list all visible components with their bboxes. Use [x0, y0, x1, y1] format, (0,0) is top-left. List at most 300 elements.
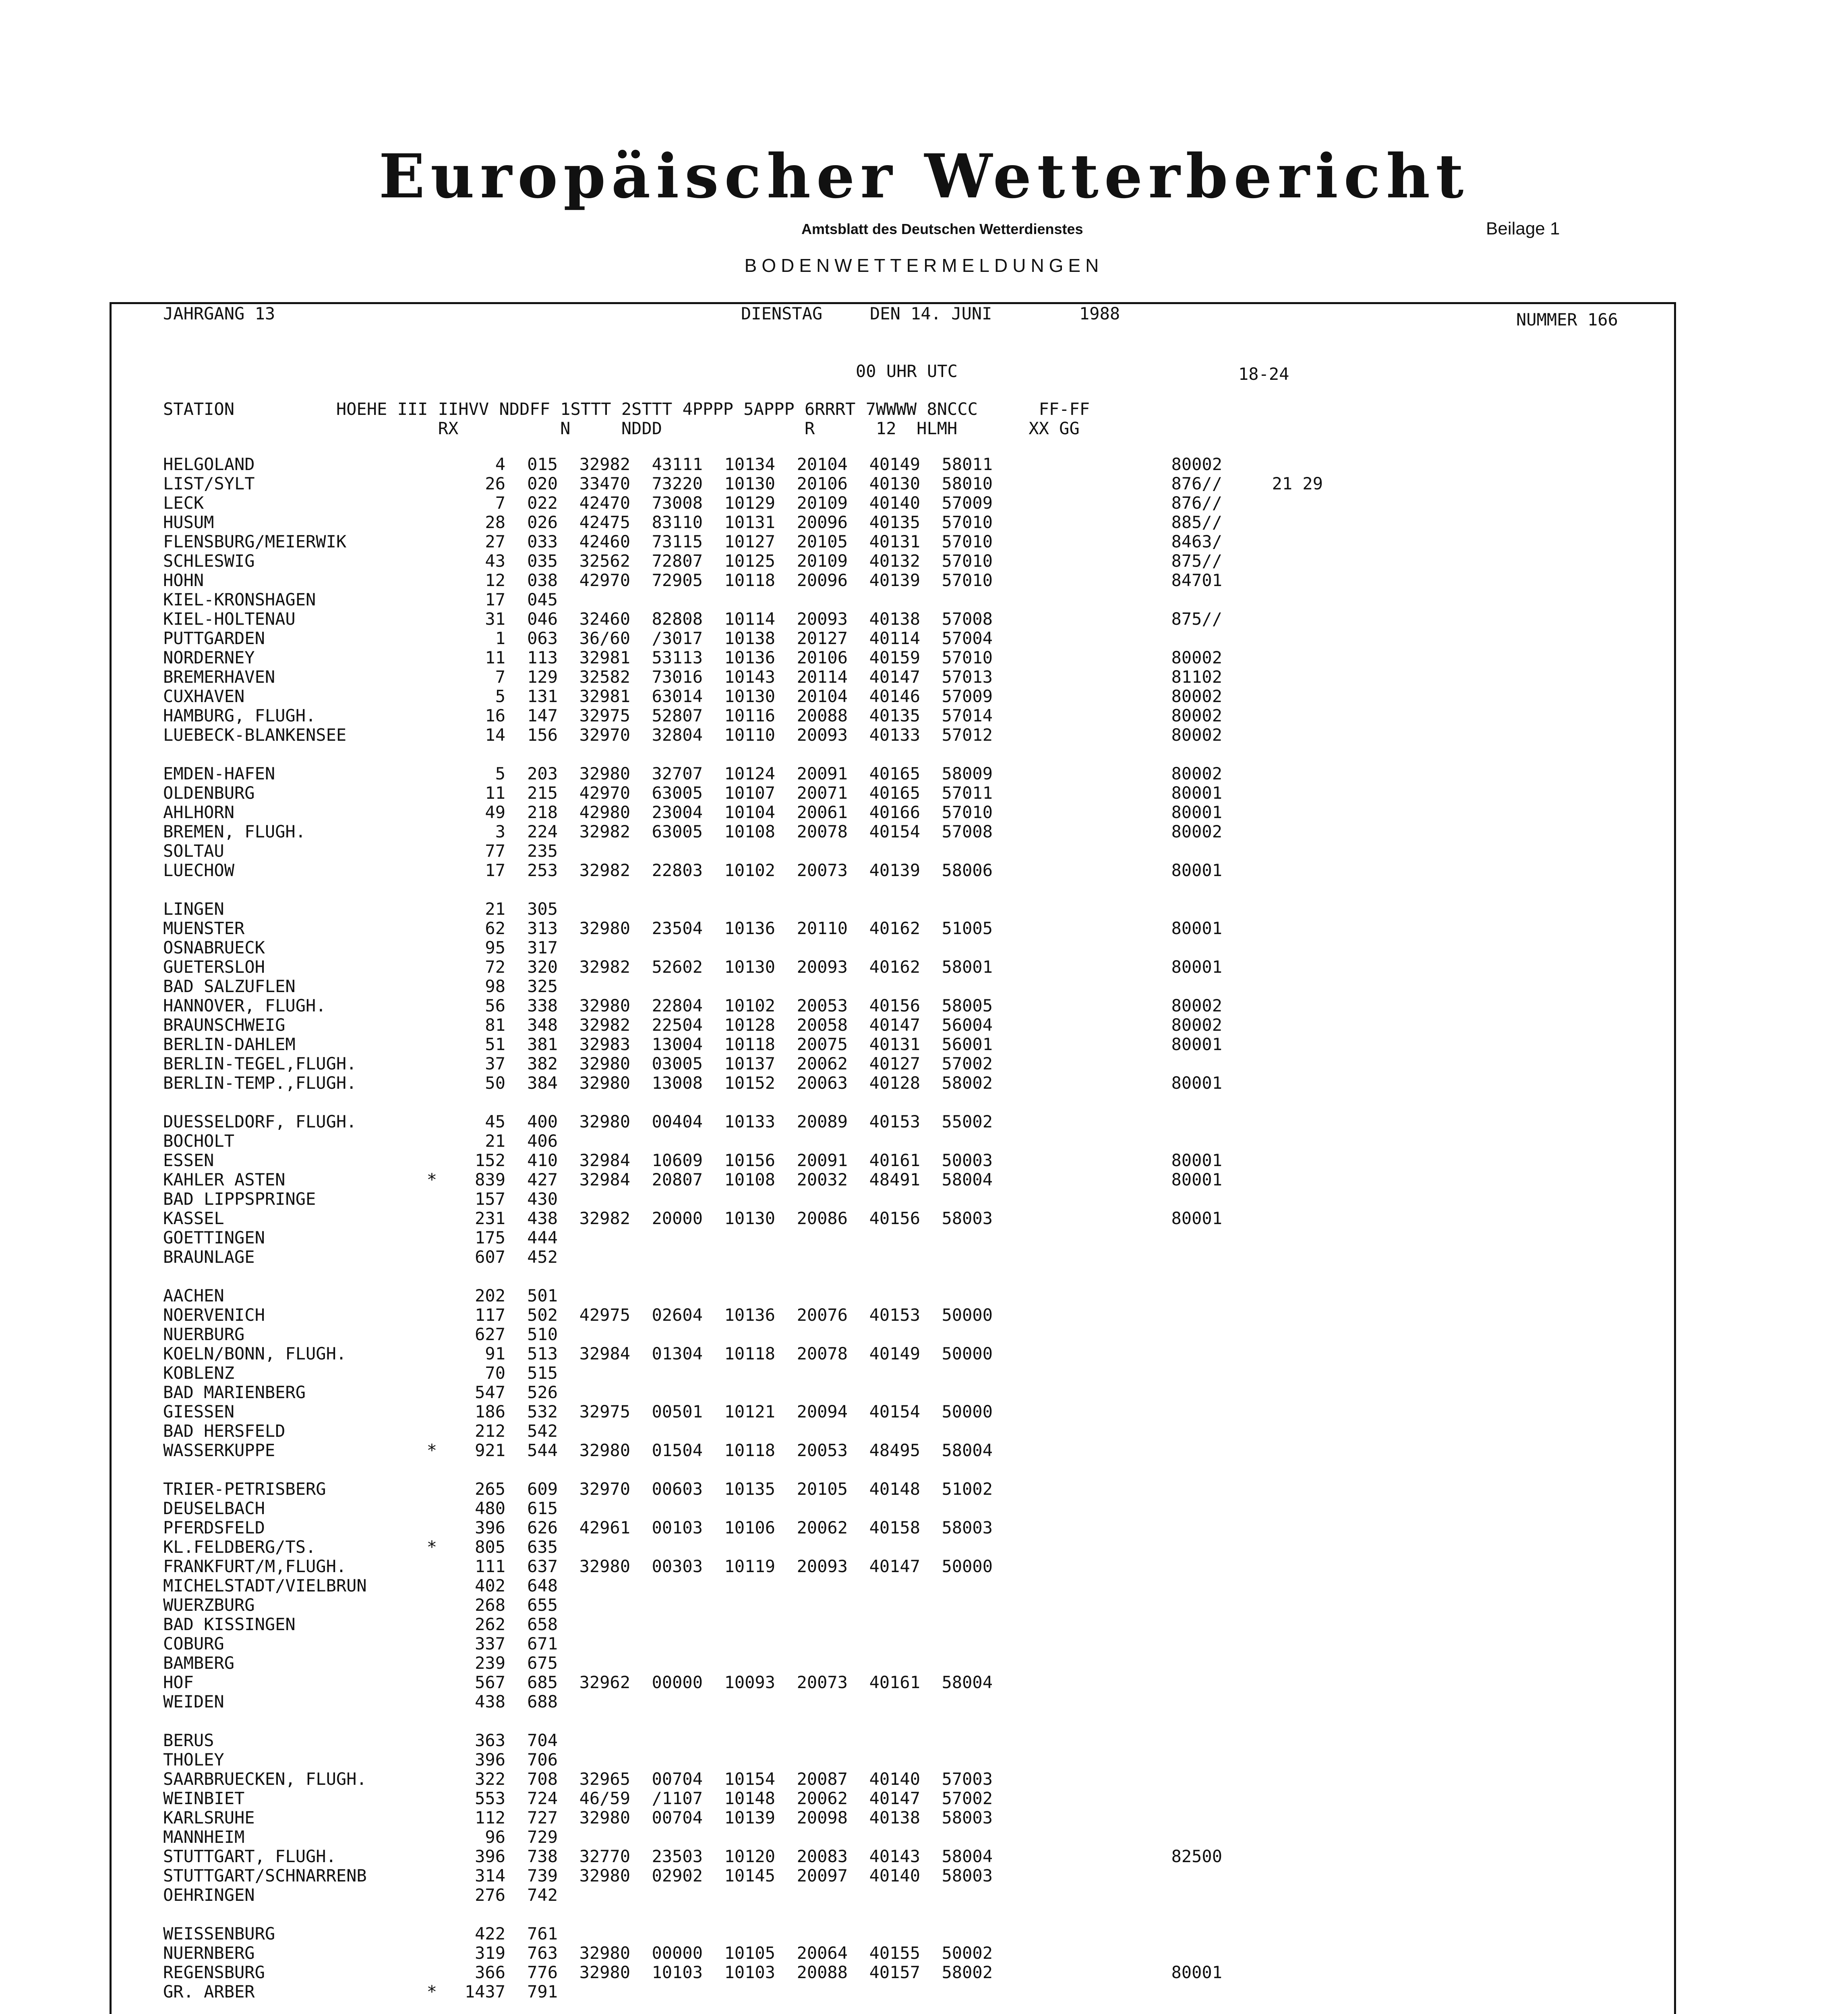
- group-2sttt: 20053: [797, 1440, 848, 1460]
- group-4pppp: 40147: [869, 667, 920, 687]
- group-2sttt: 20088: [797, 705, 848, 725]
- group-4pppp: 40128: [869, 1073, 920, 1093]
- group-4pppp: 40130: [869, 473, 920, 493]
- group-2sttt: 20105: [797, 1479, 848, 1499]
- station-id: 648: [527, 1575, 558, 1595]
- altitude: 72: [485, 957, 505, 977]
- group-iihvv: 32582: [579, 667, 630, 687]
- group-nddff: /3017: [652, 628, 703, 648]
- group-4pppp: 40148: [869, 1479, 920, 1499]
- group-4pppp: 40138: [869, 609, 920, 629]
- group-nddff: 02902: [652, 1865, 703, 1886]
- station-id: 688: [527, 1691, 558, 1711]
- table-row: [163, 1131, 1597, 1150]
- table-spacer: [163, 1711, 1597, 1730]
- station-name: BRAUNSCHWEIG: [163, 1015, 286, 1035]
- altitude: 396: [475, 1749, 505, 1770]
- table-row: [163, 1730, 1597, 1750]
- station-id: 026: [527, 512, 558, 532]
- group-2sttt: 20062: [797, 1517, 848, 1537]
- station-name: OEHRINGEN: [163, 1885, 255, 1905]
- table-spacer: [163, 1460, 1597, 1479]
- group-1sttt: 10114: [724, 609, 775, 629]
- group-iihvv: 42961: [579, 1517, 630, 1537]
- table-row: [163, 1479, 1597, 1498]
- table-row: [163, 1595, 1597, 1614]
- table-spacer: [163, 1904, 1597, 1924]
- station-id: 761: [527, 1923, 558, 1944]
- group-5appp: 58004: [942, 1672, 993, 1692]
- group-4pppp: 40162: [869, 918, 920, 938]
- station-id: 502: [527, 1305, 558, 1325]
- group-1sttt: 10156: [724, 1150, 775, 1170]
- group-2sttt: 20089: [797, 1111, 848, 1131]
- altitude: 17: [485, 589, 505, 609]
- group-5appp: 57013: [942, 667, 993, 687]
- group-iihvv: 32980: [579, 1073, 630, 1093]
- station-id: 635: [527, 1537, 558, 1557]
- group-4pppp: 40155: [869, 1943, 920, 1963]
- station-name: PFERDSFELD: [163, 1517, 265, 1537]
- group-5appp: 58003: [942, 1807, 993, 1828]
- station-name: NUERNBERG: [163, 1943, 255, 1963]
- group-1sttt: 10119: [724, 1556, 775, 1576]
- group-nddff: 13004: [652, 1034, 703, 1054]
- group-nddff: 22504: [652, 1015, 703, 1035]
- group-2sttt: 20076: [797, 1305, 848, 1325]
- group-8nccc: 80001: [1171, 860, 1222, 880]
- group-iihvv: 42460: [579, 531, 630, 551]
- group-nddff: 72807: [652, 551, 703, 571]
- station-name: NUERBURG: [163, 1324, 245, 1344]
- table-row: [163, 783, 1597, 802]
- group-2sttt: 20093: [797, 957, 848, 977]
- weekday-label: DIENSTAG: [741, 304, 823, 323]
- altitude: 231: [475, 1208, 505, 1228]
- group-iihvv: 32982: [579, 821, 630, 841]
- group-2sttt: 20086: [797, 1208, 848, 1228]
- group-nddff: 22804: [652, 995, 703, 1015]
- group-4pppp: 40154: [869, 821, 920, 841]
- table-row: [163, 1305, 1597, 1324]
- station-name: FRANKFURT/M,FLUGH.: [163, 1556, 347, 1576]
- station-name: LECK: [163, 493, 204, 513]
- station-id: 729: [527, 1827, 558, 1847]
- station-name: KIEL-HOLTENAU: [163, 609, 296, 629]
- altitude: 239: [475, 1653, 505, 1673]
- table-row: [163, 1208, 1597, 1228]
- group-nddff: 52807: [652, 705, 703, 725]
- station-id: 325: [527, 976, 558, 996]
- group-8nccc: 80001: [1171, 1034, 1222, 1054]
- table-row: [163, 1054, 1597, 1073]
- station-id: 427: [527, 1169, 558, 1189]
- table-row: [163, 841, 1597, 860]
- group-1sttt: 10138: [724, 628, 775, 648]
- group-1sttt: 10136: [724, 647, 775, 667]
- table-row: [163, 706, 1597, 725]
- station-id: 444: [527, 1227, 558, 1247]
- station-id: 724: [527, 1788, 558, 1808]
- station-id: 609: [527, 1479, 558, 1499]
- group-nddff: 02604: [652, 1305, 703, 1325]
- altitude: 262: [475, 1614, 505, 1634]
- station-id: 015: [527, 454, 558, 474]
- station-id: 452: [527, 1247, 558, 1267]
- group-1sttt: 10107: [724, 783, 775, 803]
- group-5appp: 50000: [942, 1401, 993, 1421]
- altitude: 112: [475, 1807, 505, 1828]
- station-name: KIEL-KRONSHAGEN: [163, 589, 316, 609]
- group-nddff: 03005: [652, 1053, 703, 1073]
- group-1sttt: 10104: [724, 802, 775, 822]
- group-5appp: 57010: [942, 802, 993, 822]
- group-2sttt: 20091: [797, 1150, 848, 1170]
- table-row: [163, 1228, 1597, 1247]
- altitude: 28: [485, 512, 505, 532]
- altitude: 14: [485, 725, 505, 745]
- group-nddff: 43111: [652, 454, 703, 474]
- group-nddff: 23004: [652, 802, 703, 822]
- station-name: STUTTGART/SCHNARRENB: [163, 1865, 367, 1886]
- table-row: [163, 1634, 1597, 1653]
- table-row: [163, 1518, 1597, 1537]
- altitude: 396: [475, 1517, 505, 1537]
- group-iihvv: 32962: [579, 1672, 630, 1692]
- group-2sttt: 20032: [797, 1169, 848, 1189]
- altitude: 276: [475, 1885, 505, 1905]
- group-1sttt: 10130: [724, 1208, 775, 1228]
- group-nddff: 00501: [652, 1401, 703, 1421]
- altitude: 50: [485, 1073, 505, 1093]
- group-1sttt: 10131: [724, 512, 775, 532]
- group-2sttt: 20109: [797, 493, 848, 513]
- altitude: 547: [475, 1382, 505, 1402]
- group-iihvv: 36/60: [579, 628, 630, 648]
- group-2sttt: 20064: [797, 1943, 848, 1963]
- station-id: 147: [527, 705, 558, 725]
- group-4pppp: 40153: [869, 1305, 920, 1325]
- group-2sttt: 20078: [797, 1343, 848, 1363]
- group-1sttt: 10105: [724, 1943, 775, 1963]
- altitude: 31: [485, 609, 505, 629]
- station-id: 113: [527, 647, 558, 667]
- station-name: COBURG: [163, 1633, 224, 1653]
- group-2sttt: 20098: [797, 1807, 848, 1828]
- group-nddff: 73016: [652, 667, 703, 687]
- group-1sttt: 10152: [724, 1073, 775, 1093]
- group-2sttt: 20104: [797, 454, 848, 474]
- altitude: 21: [485, 899, 505, 919]
- group-iihvv: 32970: [579, 725, 630, 745]
- group-5appp: 57010: [942, 647, 993, 667]
- table-row: [163, 1537, 1597, 1556]
- station-name: BERLIN-TEGEL,FLUGH.: [163, 1053, 357, 1073]
- station-name: BREMERHAVEN: [163, 667, 275, 687]
- station-name: WEINBIET: [163, 1788, 245, 1808]
- station-name: TRIER-PETRISBERG: [163, 1479, 326, 1499]
- group-8nccc: 80002: [1171, 821, 1222, 841]
- altitude: 319: [475, 1943, 505, 1963]
- group-8nccc: 80001: [1171, 1073, 1222, 1093]
- group-iihvv: 32562: [579, 551, 630, 571]
- table-row: [163, 822, 1597, 841]
- table-row: [163, 1962, 1597, 1982]
- altitude: 5: [495, 686, 505, 706]
- group-nddff: 23504: [652, 918, 703, 938]
- table-row: [163, 1885, 1597, 1904]
- group-4pppp: 40132: [869, 551, 920, 571]
- altitude: 98: [485, 976, 505, 996]
- group-8nccc: 80001: [1171, 783, 1222, 803]
- group-5appp: 50000: [942, 1305, 993, 1325]
- altitude: 4: [495, 454, 505, 474]
- station-id: 400: [527, 1111, 558, 1131]
- group-5appp: 50000: [942, 1343, 993, 1363]
- station-name: NORDERNEY: [163, 647, 255, 667]
- mountain-mark: *: [426, 1537, 437, 1557]
- group-5appp: 57004: [942, 628, 993, 648]
- group-2sttt: 20105: [797, 531, 848, 551]
- group-iihvv: 42980: [579, 802, 630, 822]
- altitude: 96: [485, 1827, 505, 1847]
- group-5appp: 57014: [942, 705, 993, 725]
- table-row: [163, 1653, 1597, 1672]
- table-row: [163, 493, 1597, 512]
- group-2sttt: 20053: [797, 995, 848, 1015]
- group-4pppp: 40135: [869, 705, 920, 725]
- station-name: HAMBURG, FLUGH.: [163, 705, 316, 725]
- station-id: 510: [527, 1324, 558, 1344]
- station-name: OLDENBURG: [163, 783, 255, 803]
- group-iihvv: 32984: [579, 1169, 630, 1189]
- group-nddff: 10609: [652, 1150, 703, 1170]
- altitude: 202: [475, 1285, 505, 1305]
- station-id: 218: [527, 802, 558, 822]
- table-row: [163, 474, 1597, 493]
- group-5appp: 56001: [942, 1034, 993, 1054]
- station-name: BERLIN-DAHLEM: [163, 1034, 296, 1054]
- table-row: [163, 1170, 1597, 1189]
- station-name: ESSEN: [163, 1150, 214, 1170]
- group-iihvv: 32980: [579, 1111, 630, 1131]
- group-5appp: 57011: [942, 783, 993, 803]
- altitude: 17: [485, 860, 505, 880]
- group-iihvv: 32980: [579, 1053, 630, 1073]
- group-1sttt: 10136: [724, 918, 775, 938]
- page-title: Europäischer Wetterbericht: [379, 141, 1469, 212]
- station-id: 658: [527, 1614, 558, 1634]
- group-8nccc: 80002: [1171, 725, 1222, 745]
- group-1sttt: 10148: [724, 1788, 775, 1808]
- group-2sttt: 20127: [797, 628, 848, 648]
- group-2sttt: 20063: [797, 1073, 848, 1093]
- station-id: 046: [527, 609, 558, 629]
- group-8nccc: 80001: [1171, 1169, 1222, 1189]
- station-id: 224: [527, 821, 558, 841]
- station-id: 129: [527, 667, 558, 687]
- group-5appp: 58004: [942, 1169, 993, 1189]
- station-id: 544: [527, 1440, 558, 1460]
- station-id: 438: [527, 1208, 558, 1228]
- station-name: WASSERKUPPE: [163, 1440, 275, 1460]
- altitude: 77: [485, 841, 505, 861]
- altitude: 12: [485, 570, 505, 590]
- station-id: 348: [527, 1015, 558, 1035]
- group-iihvv: 32982: [579, 1015, 630, 1035]
- group-5appp: 51002: [942, 1479, 993, 1499]
- column-header-line-1: STATION HOEHE III IIHVV NDDFF 1STTT 2STTT 4PPPP 5APPP 6RRRT 7WWWW 8NCCC FF-FF: [163, 399, 1090, 419]
- table-row: [163, 1672, 1597, 1692]
- table-row: [163, 1943, 1597, 1962]
- group-4pppp: 40158: [869, 1517, 920, 1537]
- group-1sttt: 10118: [724, 1343, 775, 1363]
- station-name: FLENSBURG/MEIERWIK: [163, 531, 347, 551]
- station-name: HELGOLAND: [163, 454, 255, 474]
- group-nddff: 01504: [652, 1440, 703, 1460]
- station-id: 235: [527, 841, 558, 861]
- group-nddff: 13008: [652, 1073, 703, 1093]
- group-iihvv: 32980: [579, 918, 630, 938]
- group-4pppp: 40165: [869, 763, 920, 783]
- group-4pppp: 40161: [869, 1150, 920, 1170]
- group-1sttt: 10128: [724, 1015, 775, 1035]
- group-5appp: 50000: [942, 1556, 993, 1576]
- altitude: 363: [475, 1730, 505, 1750]
- altitude: 117: [475, 1305, 505, 1325]
- jahrgang-label: JAHRGANG 13: [163, 304, 275, 323]
- group-5appp: 56004: [942, 1015, 993, 1035]
- station-id: 615: [527, 1498, 558, 1518]
- station-id: 704: [527, 1730, 558, 1750]
- station-name: NOERVENICH: [163, 1305, 265, 1325]
- group-1sttt: 10130: [724, 473, 775, 493]
- group-2sttt: 20062: [797, 1053, 848, 1073]
- station-id: 727: [527, 1807, 558, 1828]
- group-1sttt: 10154: [724, 1769, 775, 1789]
- group-1sttt: 10102: [724, 995, 775, 1015]
- altitude: 81: [485, 1015, 505, 1035]
- group-1sttt: 10118: [724, 1440, 775, 1460]
- group-1sttt: 10127: [724, 531, 775, 551]
- altitude: 438: [475, 1691, 505, 1711]
- group-iihvv: 32982: [579, 454, 630, 474]
- group-5appp: 57010: [942, 512, 993, 532]
- table-row: [163, 976, 1597, 996]
- group-1sttt: 10130: [724, 957, 775, 977]
- group-4pppp: 40147: [869, 1788, 920, 1808]
- group-iihvv: 42475: [579, 512, 630, 532]
- group-8nccc: 80001: [1171, 957, 1222, 977]
- group-4pppp: 40133: [869, 725, 920, 745]
- group-4pppp: 40154: [869, 1401, 920, 1421]
- group-iihvv: 32984: [579, 1343, 630, 1363]
- station-name: HOF: [163, 1672, 194, 1692]
- altitude: 5: [495, 763, 505, 783]
- group-2sttt: 20087: [797, 1769, 848, 1789]
- station-id: 020: [527, 473, 558, 493]
- group-1sttt: 10102: [724, 860, 775, 880]
- station-name: PUTTGARDEN: [163, 628, 265, 648]
- station-id: 035: [527, 551, 558, 571]
- station-id: 501: [527, 1285, 558, 1305]
- period-label: 18-24: [1238, 364, 1289, 384]
- group-4pppp: 40147: [869, 1015, 920, 1035]
- group-nddff: 73115: [652, 531, 703, 551]
- altitude: 152: [475, 1150, 505, 1170]
- station-id: 381: [527, 1034, 558, 1054]
- station-name: BOCHOLT: [163, 1131, 235, 1151]
- table-row: [163, 725, 1597, 744]
- group-8nccc: 80001: [1171, 802, 1222, 822]
- altitude: 45: [485, 1111, 505, 1131]
- group-5appp: 57010: [942, 551, 993, 571]
- group-5appp: 57009: [942, 493, 993, 513]
- table-row: [163, 1344, 1597, 1363]
- group-1sttt: 10139: [724, 1807, 775, 1828]
- group-iihvv: 42470: [579, 493, 630, 513]
- group-5appp: 58002: [942, 1073, 993, 1093]
- group-nddff: 83110: [652, 512, 703, 532]
- table-row: [163, 802, 1597, 822]
- group-2sttt: 20061: [797, 802, 848, 822]
- mountain-mark: *: [426, 1981, 437, 2002]
- group-4pppp: 40149: [869, 454, 920, 474]
- station-id: 317: [527, 937, 558, 957]
- group-1sttt: 10108: [724, 1169, 775, 1189]
- group-5appp: 57010: [942, 570, 993, 590]
- group-nddff: 63005: [652, 783, 703, 803]
- group-iihvv: 32965: [579, 1769, 630, 1789]
- table-row: [163, 1827, 1597, 1846]
- group-4pppp: 40127: [869, 1053, 920, 1073]
- group-4pppp: 40146: [869, 686, 920, 706]
- group-nddff: 00704: [652, 1807, 703, 1828]
- altitude: 186: [475, 1401, 505, 1421]
- altitude: 27: [485, 531, 505, 551]
- altitude: 567: [475, 1672, 505, 1692]
- station-id: 776: [527, 1962, 558, 1982]
- group-1sttt: 10129: [724, 493, 775, 513]
- group-4pppp: 40156: [869, 1208, 920, 1228]
- altitude: 553: [475, 1788, 505, 1808]
- group-nddff: 73220: [652, 473, 703, 493]
- station-name: KL.FELDBERG/TS.: [163, 1537, 316, 1557]
- altitude: 111: [475, 1556, 505, 1576]
- altitude: 11: [485, 647, 505, 667]
- group-1sttt: 10093: [724, 1672, 775, 1692]
- group-2sttt: 20096: [797, 512, 848, 532]
- group-1sttt: 10124: [724, 763, 775, 783]
- group-iihvv: 32980: [579, 995, 630, 1015]
- group-nddff: 23503: [652, 1846, 703, 1866]
- table-spacer: [163, 1092, 1597, 1112]
- station-name: GIESSEN: [163, 1401, 235, 1421]
- altitude: 157: [475, 1189, 505, 1209]
- group-2sttt: 20062: [797, 1788, 848, 1808]
- group-5appp: 58004: [942, 1440, 993, 1460]
- table-row: [163, 764, 1597, 783]
- altitude: 56: [485, 995, 505, 1015]
- station-id: 738: [527, 1846, 558, 1866]
- station-name: GUETERSLOH: [163, 957, 265, 977]
- group-iihvv: 32984: [579, 1150, 630, 1170]
- group-4pppp: 40131: [869, 531, 920, 551]
- group-nddff: 52602: [652, 957, 703, 977]
- group-2sttt: 20088: [797, 1962, 848, 1982]
- group-4pppp: 40139: [869, 570, 920, 590]
- table-row: [163, 1324, 1597, 1344]
